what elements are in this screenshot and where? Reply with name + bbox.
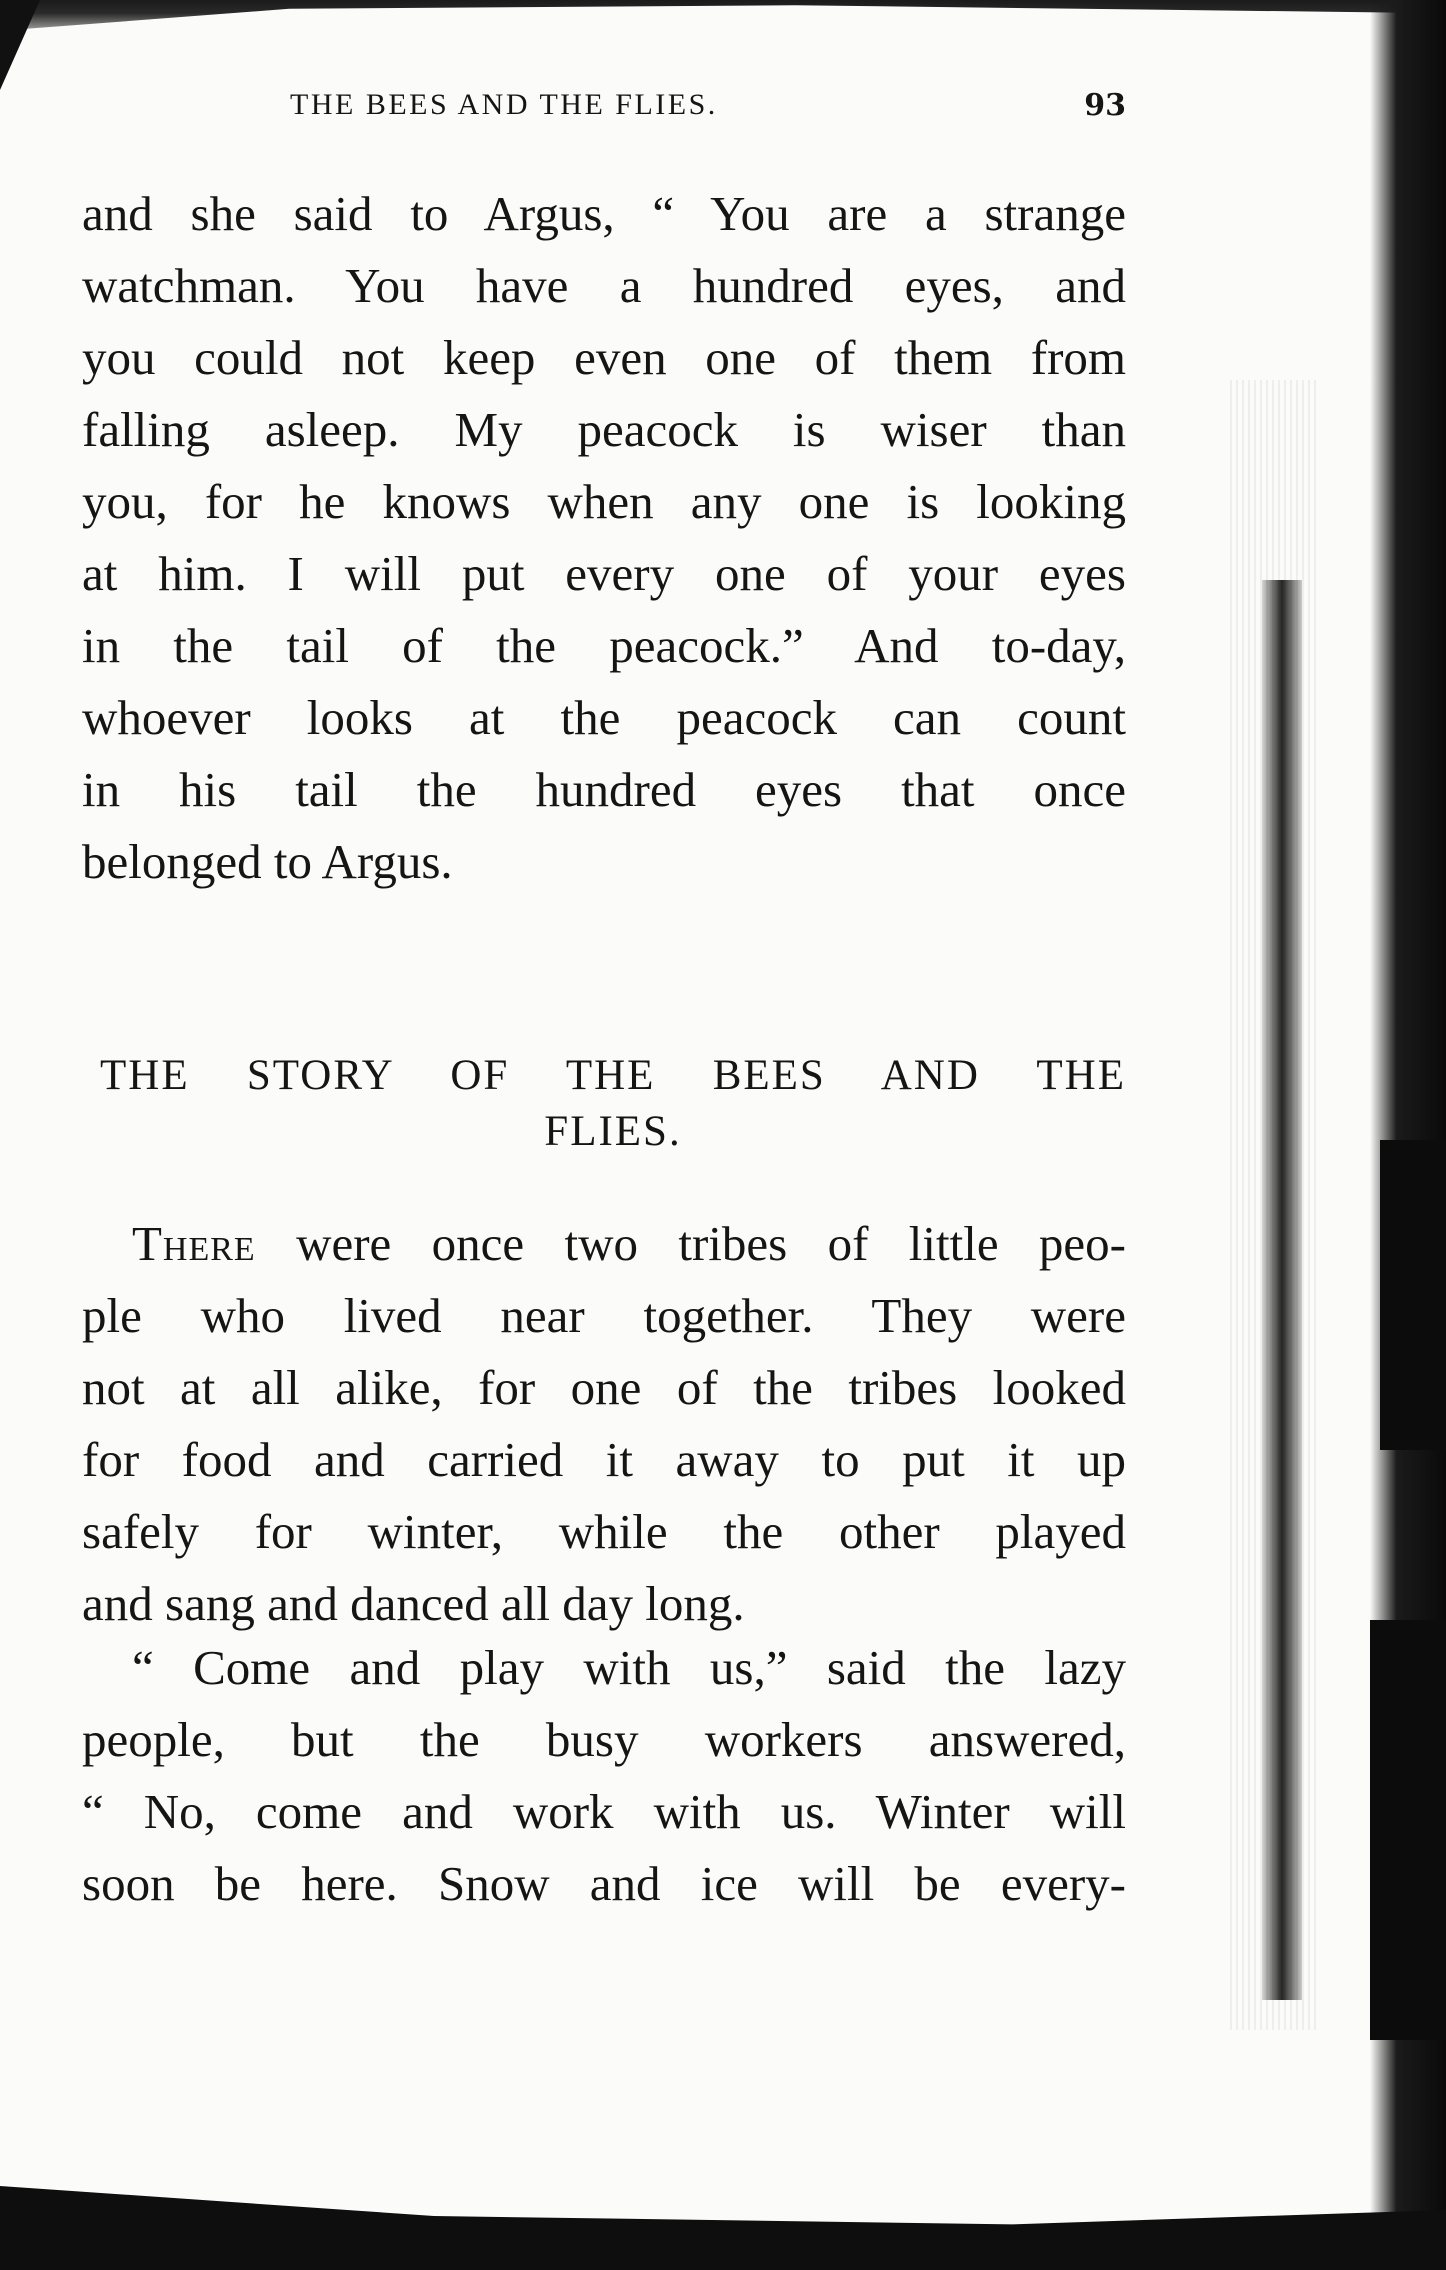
- scan-right-dark-band: [1380, 1140, 1446, 1450]
- text-line: you could not keep even one of them from: [82, 330, 1126, 385]
- scan-top-edge: [0, 0, 1446, 44]
- scan-right-dark-band: [1370, 1620, 1446, 2040]
- text-line: in his tail the hundred eyes that once: [82, 762, 1126, 817]
- story-heading: [100, 1048, 1126, 1160]
- text-line: and sang and danced all day long.: [82, 1576, 745, 1631]
- line-text: “ Come and play with us,” said the lazy: [132, 1640, 1126, 1695]
- text-line: watchman. You have a hundred eyes, and: [82, 258, 1126, 313]
- text-line: at him. I will put every one of your eyes: [82, 546, 1126, 601]
- opening-word: There: [132, 1216, 256, 1271]
- text-line: falling asleep. My peacock is wiser than: [82, 402, 1126, 457]
- heading-line: THE STORY OF THE BEES AND THE: [100, 1052, 1126, 1099]
- text-line: not at all alike, for one of the tribes looked: [82, 1360, 1126, 1415]
- text-line: people, but the busy workers answered,: [82, 1712, 1126, 1767]
- page-number: 93: [1084, 88, 1126, 123]
- heading-line: FLIES.: [544, 1108, 682, 1155]
- scan-bottom-edge: [0, 2150, 1446, 2270]
- text-line: in the tail of the peacock.” And to-day,: [82, 618, 1126, 673]
- text-line: you, for he knows when any one is looking: [82, 474, 1126, 529]
- text-line: whoever looks at the peacock can count: [82, 690, 1126, 745]
- text-line: “ No, come and work with us. Winter will: [82, 1784, 1126, 1839]
- text-line: for food and carried it away to put it up: [82, 1432, 1126, 1487]
- text-line: and she said to Argus, “ You are a strange: [82, 186, 1126, 241]
- first-line-text: were once two tribes of little peo-: [255, 1216, 1126, 1271]
- text-line: [82, 1632, 1126, 1704]
- running-head: [290, 88, 1126, 132]
- scan-corner-shadow: [0, 0, 40, 90]
- text-line: [82, 1208, 1126, 1280]
- continued-paragraph: [82, 178, 1126, 898]
- scan-gutter-shadow: [1262, 580, 1302, 2000]
- story-paragraph-2: [82, 1632, 1126, 1920]
- text-line: ple who lived near together. They were: [82, 1288, 1126, 1343]
- story-paragraph-1: [82, 1208, 1126, 1640]
- text-line: belonged to Argus.: [82, 834, 453, 889]
- running-title: THE BEES AND THE FLIES.: [290, 88, 718, 121]
- text-line: soon be here. Snow and ice will be every-: [82, 1856, 1126, 1911]
- text-line: safely for winter, while the other played: [82, 1504, 1126, 1559]
